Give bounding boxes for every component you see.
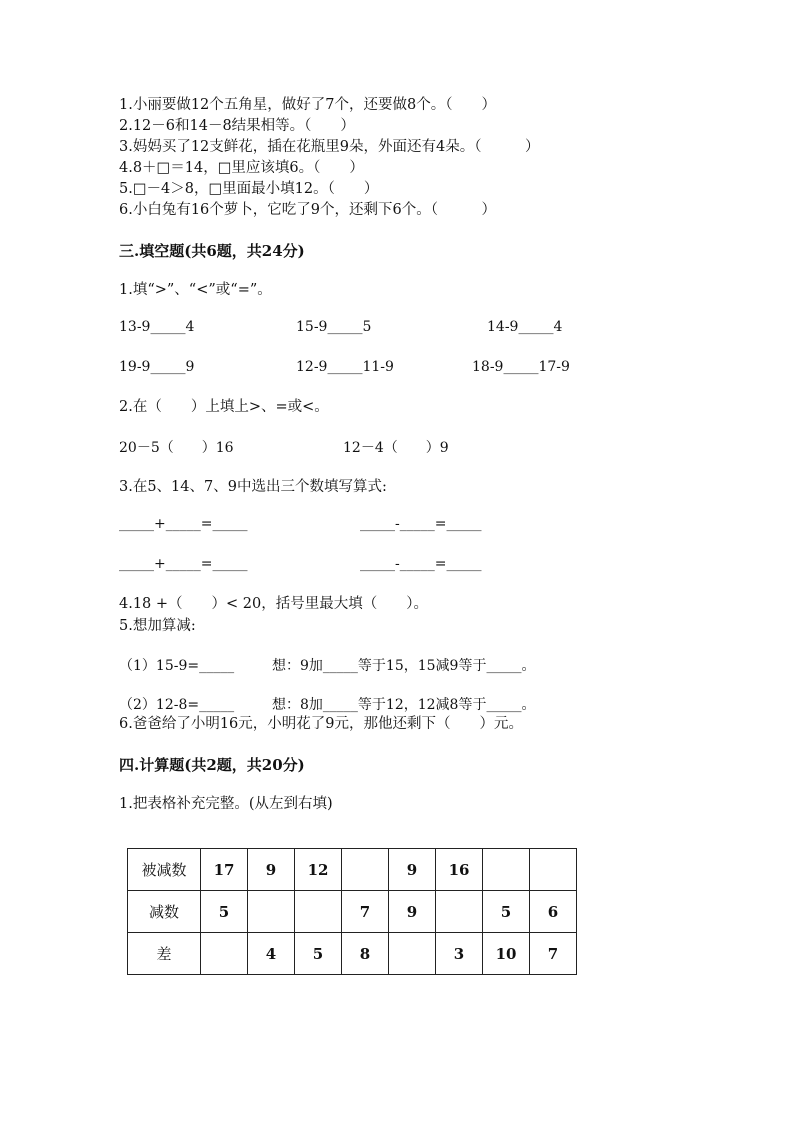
- judge-question-6: 6.小白兔有16个萝卜，它吃了9个，还剩下6个。（ ）: [119, 202, 496, 218]
- table-cell: 5: [201, 891, 248, 933]
- row-label: 差: [128, 933, 201, 975]
- table-row-subtrahend: [128, 891, 577, 933]
- table-cell: 5: [483, 891, 530, 933]
- table-cell: 9: [389, 891, 436, 933]
- s3-q3-eq-3: _____+_____=_____: [119, 556, 248, 572]
- table-cell: [389, 933, 436, 975]
- subtraction-table: [127, 848, 577, 975]
- table-cell: 9: [389, 849, 436, 891]
- table-cell: [201, 933, 248, 975]
- table-cell: 4: [248, 933, 295, 975]
- judge-question-5: 5.□－4＞8，□里面最小填12。（ ）: [119, 181, 379, 197]
- table-cell: [483, 849, 530, 891]
- table-cell: 17: [201, 849, 248, 891]
- table-cell: [295, 891, 342, 933]
- s4-q1-text: 1.把表格补充完整。(从左到右填): [119, 796, 333, 812]
- s3-q1-compare-2: 15-9_____5: [296, 319, 372, 335]
- s3-q1-compare-3: 14-9_____4: [487, 319, 563, 335]
- s3-q2-text: 2.在（ ）上填上>、=或<。: [119, 399, 329, 415]
- table-cell: 6: [530, 891, 577, 933]
- table-row-difference: [128, 933, 577, 975]
- s3-q1-compare-5: 12-9_____11-9: [296, 359, 394, 375]
- table-cell: 3: [436, 933, 483, 975]
- table-cell: [342, 849, 389, 891]
- s3-q3-eq-1: _____+_____=_____: [119, 516, 248, 532]
- s3-q3-eq-2: _____-_____=_____: [360, 516, 482, 532]
- table-cell: 16: [436, 849, 483, 891]
- table-row-minuend: [128, 849, 577, 891]
- s3-q1-compare-4: 19-9_____9: [119, 359, 195, 375]
- judge-question-3: 3.妈妈买了12支鲜花，插在花瓶里9朵，外面还有4朵。（ ）: [119, 139, 540, 155]
- table-cell: 7: [530, 933, 577, 975]
- s3-q4-text: 4.18 +（ ）< 20，括号里最大填（ ）。: [119, 596, 429, 612]
- table-cell: 8: [342, 933, 389, 975]
- row-label: 被减数: [128, 849, 201, 891]
- s3-q2-item-1: 20－5（ ）16: [119, 440, 234, 456]
- table-cell: 5: [295, 933, 342, 975]
- s3-q2-item-2: 12－4（ ）9: [343, 440, 449, 456]
- table-cell: 7: [342, 891, 389, 933]
- row-label: 减数: [128, 891, 201, 933]
- s3-q5-think-2: 想：8加_____等于12，12减8等于_____。: [272, 697, 536, 713]
- judge-question-2: 2.12－6和14－8结果相等。（ ）: [119, 118, 355, 134]
- judge-question-4: 4.8＋□＝14，□里应该填6。（ ）: [119, 160, 364, 176]
- s3-q3-eq-4: _____-_____=_____: [360, 556, 482, 572]
- section3-heading: 三.填空题(共6题，共24分): [119, 242, 305, 260]
- table-cell: [530, 849, 577, 891]
- s3-q1-compare-6: 18-9_____17-9: [472, 359, 570, 375]
- s3-q5-eq-2: （2）12-8=_____: [119, 697, 235, 713]
- table-cell: 9: [248, 849, 295, 891]
- s3-q1-text: 1.填“>”、“<”或“=”。: [119, 282, 272, 298]
- judge-question-1: 1.小丽要做12个五角星，做好了7个，还要做8个。（ ）: [119, 97, 496, 113]
- s3-q5-eq-1: （1）15-9=_____: [119, 658, 235, 674]
- table-cell: 12: [295, 849, 342, 891]
- s3-q5-think-1: 想：9加_____等于15，15减9等于_____。: [272, 658, 536, 674]
- s3-q6-text: 6.爸爸给了小明16元，小明花了9元，那他还剩下（ ）元。: [119, 716, 524, 732]
- s3-q3-text: 3.在5、14、7、9中选出三个数填写算式:: [119, 479, 387, 495]
- s3-q1-compare-1: 13-9_____4: [119, 319, 195, 335]
- table-cell: [436, 891, 483, 933]
- table-cell: 10: [483, 933, 530, 975]
- table-cell: [248, 891, 295, 933]
- s3-q5-text: 5.想加算减:: [119, 618, 196, 634]
- section4-heading: 四.计算题(共2题，共20分): [119, 756, 305, 774]
